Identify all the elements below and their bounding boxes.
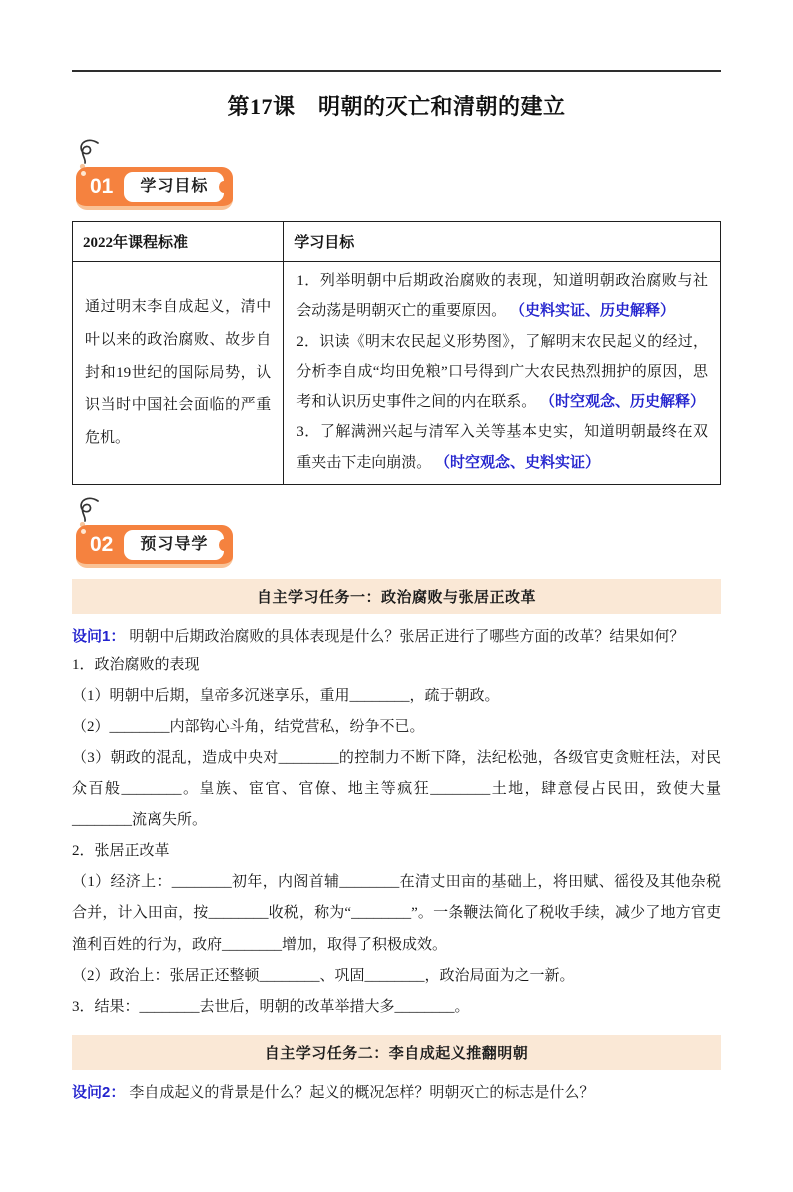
section-number: 02: [90, 533, 114, 557]
task1-banner: 自主学习任务一：政治腐败与张居正改革: [72, 579, 721, 614]
objective-text: 1．列举明朝中后期政治腐败的表现，知道明朝政治腐败与社会动荡是明朝灭亡的重要原因。: [296, 273, 708, 320]
section-header-01: [72, 145, 721, 209]
table-header-row: [73, 222, 721, 262]
task1-question: [72, 625, 721, 646]
task1-worksheet: [72, 650, 721, 1023]
worksheet-page: [0, 70, 793, 1192]
worksheet-line: 2．张居正改革: [72, 843, 170, 860]
section-badge: [76, 525, 233, 568]
worksheet-line: （2）________内部钩心斗角，结党营私，纷争不已。: [72, 719, 425, 736]
section-label-box: [124, 172, 224, 202]
competency-tag: （时空观念、史料实证）: [435, 454, 601, 471]
worksheet-line: 3．结果：________去世后，明朝的改革举措大多________。: [72, 998, 470, 1015]
section-header-02: [72, 503, 721, 567]
question-label: 设问2：: [72, 1083, 126, 1101]
objective-text: 2．识读《明末农民起义形势图》，了解明末农民起义的经过，分析李自成“均田免粮”口号得到广大农民热烈拥护的原因，思考和认识历史事件之间的内在联系。: [296, 333, 708, 411]
worksheet-line: （1）明朝中后期，皇帝多沉迷享乐，重用________，疏于朝政。: [72, 688, 500, 705]
header-learning-objectives: 学习目标: [284, 222, 721, 262]
objective-item: [296, 327, 708, 418]
question-text: 明朝中后期政治腐败的具体表现是什么？张居正进行了哪些方面的改革？结果如何？: [129, 628, 685, 646]
table-body-row: [73, 262, 721, 485]
question-text: 李自成起义的背景是什么？起义的概况怎样？明朝灭亡的标志是什么？: [129, 1083, 595, 1101]
section-label-box: [124, 530, 224, 560]
badge-dot: [81, 171, 86, 176]
worksheet-line: （3）朝政的混乱，造成中央对________的控制力不断下降，法纪松弛，各级官吏贪赃枉法，对民众百般________。皇族、宦官、官僚、地主等疯狂________土地，肆意侵占民田，致使大量________流离失所。: [72, 750, 721, 829]
page-title: 第17课 明朝的灭亡和清朝的建立: [227, 94, 566, 119]
section-label: 学习目标: [140, 178, 209, 195]
top-divider: [72, 70, 721, 72]
task2-banner: 自主学习任务二：李自成起义推翻明朝: [72, 1035, 721, 1070]
badge-notch: [219, 539, 229, 551]
objective-item: [296, 417, 708, 478]
worksheet-line: （2）政治上：张居正还整顿________、巩固________，政治局面为之一新。: [72, 967, 575, 984]
header-curriculum-standard: 2022年课程标准: [73, 222, 284, 262]
learning-objectives-cell: [284, 262, 721, 485]
competency-tag: （时空观念、历史解释）: [540, 394, 706, 411]
competency-tag: （史料实证、历史解释）: [510, 303, 676, 320]
badge-notch: [219, 181, 229, 193]
worksheet-line: （1）经济上：________初年，内阁首辅________在清丈田亩的基础上，将田赋、徭役及其他杂税合并，计入田亩，按________收税，称为“________”。一条鞭法简化了税收手续，减少了地方官吏渔利百姓的行为，政府________增加，取得了积极成效。: [72, 874, 721, 953]
section-number: 01: [90, 175, 114, 198]
task2-question: [72, 1081, 721, 1102]
objectives-table: [72, 221, 721, 485]
section-badge: [76, 167, 233, 210]
section-label: 预习导学: [140, 536, 209, 554]
question-label: 设问1：: [72, 628, 126, 646]
objective-item: [296, 266, 708, 327]
curriculum-standard-cell: 通过明末李自成起义，清中叶以来的政治腐败、故步自封和19世纪的国际局势，认识当时中国社会面临的严重危机。: [73, 262, 284, 485]
objective-text: 3．了解满洲兴起与清军入关等基本史实，知道明朝最终在双重夹击下走向崩溃。: [296, 424, 708, 471]
worksheet-line: 1．政治腐败的表现: [72, 657, 200, 674]
